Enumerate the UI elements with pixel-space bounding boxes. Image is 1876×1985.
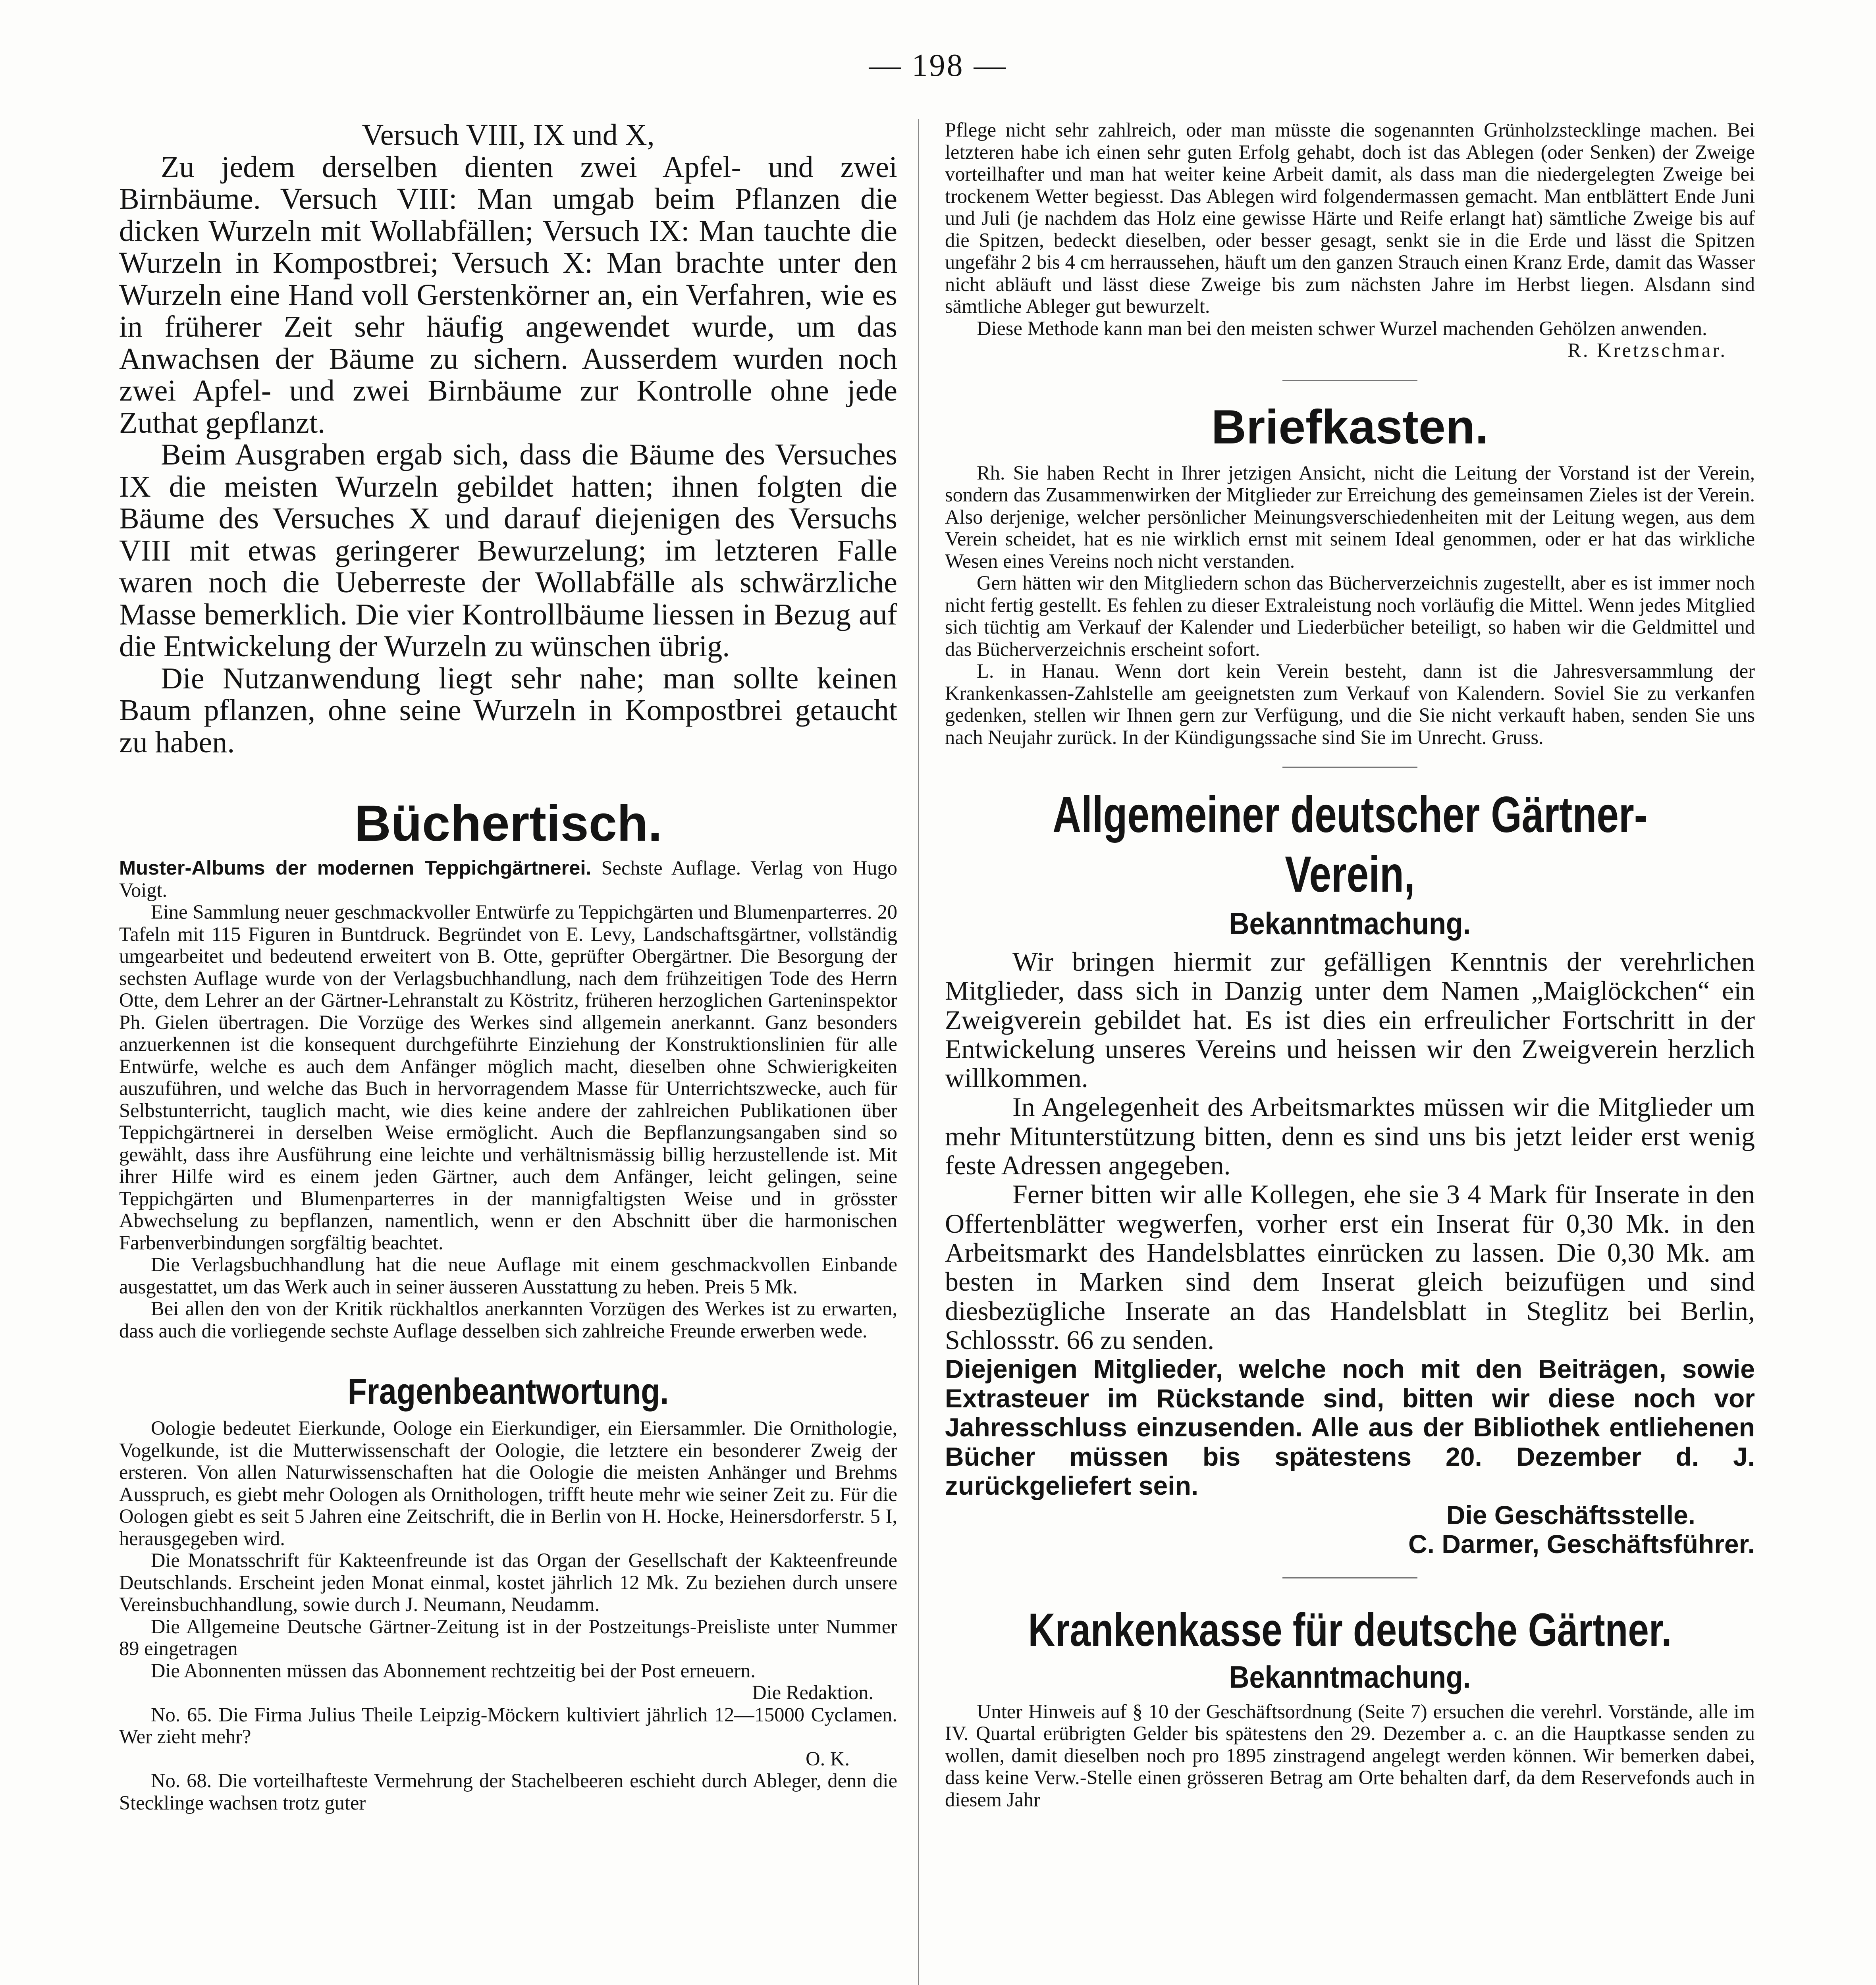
- buechertisch-paragraph-2: Die Verlagsbuchhandlung hat die neue Auflage mit einem geschmackvollen Einbande ausgestattet, um das Werk auch in seiner äusseren Ausstattung zu heben. Preis 5 Mk.: [119, 1253, 897, 1298]
- geschaeftsstelle-signature: Die Geschäftsstelle.: [1446, 1500, 1695, 1530]
- versuch-paragraph-3: Die Nutzanwendung liegt sehr nahe; man sollte keinen Baum pflanzen, ohne seine Wurzeln in Kompostbrei getaucht zu haben.: [119, 661, 897, 759]
- book-edition: Sechste Auflage. Verlag von Hugo Voigt.: [119, 857, 898, 901]
- continuation-paragraph-1: Pflege nicht sehr zahlreich, oder man müsste die sogenannten Grünholzstecklinge machen. Bei letzteren habe ich einen sehr guten Erfolg gehabt, doch ist das Ablegen (oder Senken) der Zweige vorteilhafter und man hat weiter keine Arbeit damit, als dass man die niedergelegten Zweige bei trockenem Wetter begiesst. Das Ablegen wird folgendermassen gemacht. Man entblättert Ende Juni und Juli (je nachdem das Holz eine gewisse Härte und Reife erlangt hat) sämtliche Zweige bis auf die Spitzen, bedeckt dieselben, oder besser gesagt, senkt sie in die Erde und lässt die Spitzen ungefähr 2 bis 4 cm herraussehen, häuft um den ganzen Strauch einen Kranz Erde, damit das Wasser nicht abläuft und lässt diese Zweige bis zum nächsten Jahre im Herbst liegen. Alsdann sind sämtliche Ableger gut bewurzelt.: [945, 119, 1755, 317]
- verein-bekanntmachung: Bekanntmachung.: [1229, 906, 1471, 941]
- briefkasten-paragraph-2: Gern hätten wir den Mitgliedern schon das Bücherverzeichnis zugestellt, aber es ist immer noch nicht fertig gestellt. Es fehlen zu dieser Extraleistung noch vorläufig die Mittel. Wenn jedes Mitglied sich tüchtig am Verkauf der Kalender und Liederbücher beteiligt, so haben wir die Geldmittel und das Bücherverzeichnis erscheint sofort.: [945, 572, 1755, 660]
- fragen-paragraph-6: No. 68. Die vorteilhafteste Vermehrung der Stachelbeeren eschieht durch Ableger, denn die Stecklinge wachsen trotz guter: [119, 1769, 897, 1814]
- continuation-paragraph-2: Diese Methode kann man bei den meisten schwer Wurzel machenden Gehölzen anwenden.: [977, 317, 1707, 339]
- krankenkasse-heading: Krankenkasse für deutsche Gärtner.: [1028, 1603, 1672, 1656]
- versuch-paragraph-1: Zu jedem derselben dienten zwei Apfel- und zwei Birnbäume. Versuch VIII: Man umgab beim Pflanzen die dicken Wurzeln mit Wollabfällen; Versuch IX: Man tauchte die Wurzeln in Kompostbrei; Versuch X: Man brachte unter den Wurzeln eine Hand voll Gerstenkörner an, ein Verfahren, wie es in früherer Zeit sehr häufig angewendet wurde, um das Anwachsen der Bäume zu sichern. Ausserdem wurden noch zwei Apfel- und zwei Birnbäume zur Kontrolle ohne jede Zuthat gepflanzt.: [119, 150, 897, 439]
- section-rule-2: [1282, 767, 1417, 768]
- buechertisch-heading: Büchertisch.: [354, 795, 662, 852]
- verein-heading: Allgemeiner deutscher Gärtner-Verein,: [1052, 786, 1648, 903]
- book-title: Muster-Albums der modernen Teppichgärtnerei.: [119, 856, 592, 879]
- ok-signature: O. K.: [806, 1747, 850, 1770]
- briefkasten-paragraph-1: Rh. Sie haben Recht in Ihrer jetzigen Ansicht, nicht die Leitung der Vorstand ist der Verein, sondern das Zusammenwirken der Mitglieder zur Erreichung des gemeinsamen Zieles ist der Verein. Also derjenige, welcher persönlicher Meinungsverschiedenheiten mit der Leitung wegen, aus dem Verein scheidet, hat es nie wirklich ernst mit seinem Ideal genommen, oder er hat das wirkliche Wesen eines Vereins noch nicht verstanden.: [945, 461, 1755, 572]
- fragen-paragraph-3: Die Allgemeine Deutsche Gärtner-Zeitung ist in der Postzeitungs-Preisliste unter Nummer 89 eingetragen: [119, 1615, 897, 1659]
- section-rule-3: [1282, 1577, 1417, 1578]
- buechertisch-section: [119, 857, 897, 1342]
- right-column: [945, 119, 1755, 1811]
- verein-bold-notice: Diejenigen Mitglieder, welche noch mit den Beiträgen, sowie Extrasteuer im Rückstande sind, bitten wir diese noch vor Jahresschluss einzusenden. Alle aus der Bibliothek entliehenen Bücher müssen bis spätestens 20. Dezember d. J. zurückgeliefert sein.: [945, 1354, 1755, 1501]
- briefkasten-heading: Briefkasten.: [1211, 399, 1489, 454]
- left-column: [119, 119, 897, 1814]
- redaktion-signature: Die Redaktion.: [752, 1681, 873, 1704]
- darmer-signature: C. Darmer, Geschäftsführer.: [1408, 1529, 1755, 1559]
- column-divider: [918, 119, 919, 1985]
- krankenkasse-paragraph-1: Unter Hinweis auf § 10 der Geschäftsordnung (Seite 7) ersuchen die verehrl. Vorstände, alle im IV. Quartal erübrigten Gelder bis spätestens den 29. Dezember a. c. an die Hauptkasse senden zu wollen, damit dieselben noch pro 1895 zinstragend angelegt werden können. Wir bemerken dabei, dass keine Verw.-Stelle einen grösseren Betrag am Orte behalten darf, da dem Reservefonds auch in diesem Jahr: [945, 1700, 1755, 1811]
- section-rule-1: [1282, 380, 1417, 381]
- verein-paragraph-1: Wir bringen hiermit zur gefälligen Kenntnis der verehrlichen Mitglieder, dass sich in Danzig unter dem Namen „Maiglöckchen“ ein Zweigverein gebildet hat. Es ist dies ein erfreulicher Fortschritt in der Entwickelung unseres Vereins und heissen wir den Zweigverein herzlich willkommen.: [945, 946, 1755, 1093]
- book-entry: [119, 857, 897, 901]
- versuch-paragraph-2: Beim Ausgraben ergab sich, dass die Bäume des Versuches IX die meisten Wurzeln gebildet hatten; ihnen folgten die Bäume des Versuches X und darauf diejenigen des Versuchs VIII mit etwas geringerer Bewurzelung; im letzteren Falle waren noch die Ueberreste der Wollabfälle als schwärzliche Masse bemerklich. Die vier Kontrollbäume liessen in Bezug auf die Entwickelung der Wurzeln zu wünschen übrig.: [119, 438, 897, 663]
- fragen-paragraph-2: Die Monatsschrift für Kakteenfreunde ist das Organ der Gesellschaft der Kakteenfreunde Deutschlands. Erscheint jeden Monat einmal, kostet jährlich 12 Mk. Zu beziehen durch unsere Vereinsbuchhandlung, sowie durch J. Neumann, Neudamm.: [119, 1549, 897, 1615]
- versuch-title: Versuch VIII, IX und X,: [362, 118, 655, 152]
- krankenkasse-bekanntmachung: Bekanntmachung.: [1229, 1659, 1471, 1694]
- briefkasten-paragraph-3: L. in Hanau. Wenn dort kein Verein besteht, dann ist die Jahresversammlung der Krankenkassen-Zahlstelle am geeignetsten zum Verkauf von Kalendern. Soviel Sie zu verkanfen gedenken, stellen wir Ihnen gern zur Verfügung, und die Sie nicht verkauft haben, senden Sie uns nach Neujahr zurück. In der Kündigungssache sind Sie im Unrecht. Gruss.: [945, 660, 1755, 748]
- versuch-section: [119, 119, 897, 758]
- briefkasten-section: [945, 462, 1755, 749]
- page-number: — 198 —: [869, 48, 1007, 83]
- buechertisch-paragraph-1: Eine Sammlung neuer geschmackvoller Entwürfe zu Teppichgärten und Blumenparterres. 20 Tafeln mit 115 Figuren in Buntdruck. Begründet von E. Levy, Landschaftsgärtner, vollständig umgearbeitet und bedeutend erweitert von B. Otte, geprüfter Obergärtner. Die Besorgung der sechsten Auflage wurde von der Verlagsbuchhandlung, nach dem frühzeitigen Tode des Herrn Otte, dem Lehrer an der Gärtner-Lehranstalt zu Köstritz, früheren herzoglichen Garteninspektor Ph. Gielen übertragen. Die Vorzüge des Werkes sind allgemein anerkannt. Ganz besonders anzuerkennen ist die konsequent durchgeführte Einziehung der Konstruktionslinien für alle Entwürfe, welche es auch dem Anfänger möglich macht, dieselben ohne Schwierigkeiten auszuführen, und welche das Buch in hervorragendem Masse für Unterrichtszwecke, auch für Selbstunterricht, tauglich macht, wie dies keine andere der zahlreichen Publikationen über Teppichgärtnerei in derselben Weise ermöglicht. Auch die Bepflanzungsangaben sind so gewählt, dass ihre Ausführung eine leichte und verhältnismässig billig herzustellende ist. Mit ihrer Hilfe wird es einem jeden Gärtner, auch dem Anfänger, leicht gelingen, seine Teppichgärten und Blumenparterres in der mannigfaltigsten Weise und in grösster Abwechselung zu bepflanzen, namentlich, wenn er den Abschnitt über die harmonischen Farbenverbindungen sorgfältig beachtet.: [119, 901, 897, 1254]
- fragen-paragraph-1: Oologie bedeutet Eierkunde, Oologe ein Eierkundiger, ein Eiersammler. Die Ornithologie, Vogelkunde, ist die Mutterwissenschaft der Oologie, die letztere ein besonderer Zweig der ersteren. Von allen Naturwissenschaften hat die Oologie die meisten Anhänger und Brehms Ausspruch, es giebt mehr Oologen als Ornithologen, trifft heute mehr wie seiner Zeit zu. Für die Oologen giebt es seit 5 Jahren eine Zeitschrift, die in Berlin von H. Hocke, Heinersdorferstr. 5 I, herausgegeben wird.: [119, 1417, 897, 1549]
- kretzschmar-signature: R. Kretzschmar.: [1568, 339, 1727, 361]
- verein-section: [945, 947, 1755, 1355]
- verein-paragraph-3: Ferner bitten wir alle Kollegen, ehe sie 3 4 Mark für Inserate in den Offertenblätter wegwerfen, vorher erst ein Inserat für 0,30 Mk. in den Arbeitsmarkt des Handelsblattes einrücken zu lassen. Die 0,30 Mk. am besten in Marken sind dem Inserat gleich beizufügen und sind diesbezügliche Inserate an das Handelsblatt in Steglitz bei Berlin, Schlossstr. 66 zu senden.: [945, 1179, 1755, 1355]
- fragen-paragraph-4: Die Abonnenten müssen das Abonnement rechtzeitig bei der Post erneuern.: [151, 1659, 756, 1682]
- buechertisch-paragraph-3: Bei allen den von der Kritik rückhaltlos anerkannten Vorzügen des Werkes ist zu erwarten, dass auch die vorliegende sechste Auflage desselben sich zahlreiche Freunde erwerben wede.: [119, 1297, 897, 1342]
- verein-paragraph-2: In Angelegenheit des Arbeitsmarktes müssen wir die Mitglieder um mehr Mitunterstützung bitten, denn es sind uns bis jetzt leider erst wenig feste Adressen angegeben.: [945, 1092, 1755, 1181]
- verein-notice: [945, 1355, 1755, 1559]
- continuation-section: [945, 119, 1755, 362]
- krankenkasse-section: [945, 1701, 1755, 1811]
- fragen-paragraph-5: No. 65. Die Firma Julius Theile Leipzig-Möckern kultiviert jährlich 12—15000 Cyclamen. Wer zieht mehr?: [119, 1703, 897, 1748]
- fragen-section: [119, 1417, 897, 1814]
- fragen-heading: Fragenbeantwortung.: [347, 1371, 669, 1412]
